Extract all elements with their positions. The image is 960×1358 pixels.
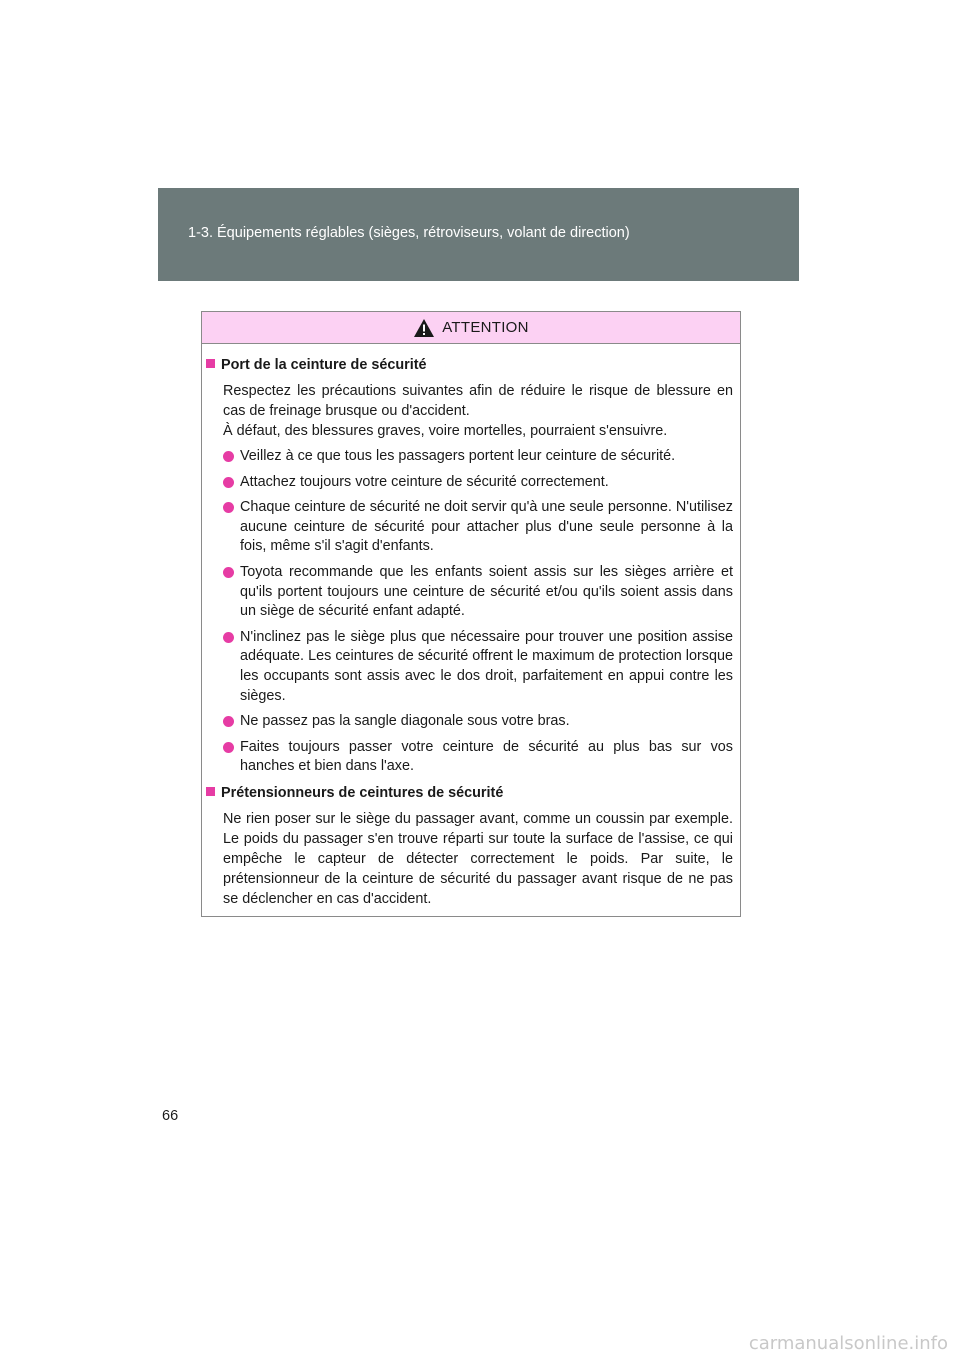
heading-text: Prétensionneurs de ceintures de sécurité: [221, 784, 504, 801]
precaution-list: [223, 447, 733, 777]
list-item: [223, 738, 733, 777]
section-title: 1-3. Équipements réglables (sièges, rétroviseurs, volant de direction): [188, 225, 630, 241]
page-number: 66: [162, 1108, 179, 1124]
list-item-text: Veillez à ce que tous les passagers portent leur ceinture de sécurité.: [240, 448, 676, 464]
dot-bullet-icon: [223, 632, 234, 643]
dot-bullet-icon: [223, 502, 234, 513]
list-item-text: Toyota recommande que les enfants soient assis sur les sièges arrière et qu'ils portent toujours une ceinture de sécurité et/ou qu'ils soient assis dans un siège de sécurité enfant adapté.: [240, 563, 733, 620]
dot-bullet-icon: [223, 451, 234, 462]
attention-box: [201, 311, 741, 917]
list-item-text: Attachez toujours votre ceinture de sécurité correctement.: [240, 473, 609, 490]
list-item: [223, 628, 733, 706]
list-item-text: N'inclinez pas le siège plus que nécessaire pour trouver une position assise adéquate. Les ceintures de sécurité offrent le maximum de protection lorsque les occupants sont assis avec le dos droit, parfaitement en appui contre les sièges.: [240, 628, 733, 704]
attention-header: [202, 312, 740, 344]
section-heading: [206, 783, 733, 803]
dot-bullet-icon: [223, 567, 234, 578]
heading-text: Port de la ceinture de sécurité: [221, 357, 427, 373]
section-header-band: [158, 188, 799, 281]
list-item-text: Ne passez pas la sangle diagonale sous votre bras.: [240, 713, 570, 730]
intro-line: À défaut, des blessures graves, voire mortelles, pourraient s'ensuivre.: [223, 423, 668, 439]
intro-paragraph: [223, 381, 733, 441]
body-paragraph: Ne rien poser sur le siège du passager avant, comme un coussin par exemple. Le poids du passager s'en trouve réparti sur toute la surface de l'assise, ce qui empêche le capteur de détecter correctement le poids. Par suite, le prétensionneur de la ceinture de sécurité du passager avant risque de ne pas se déclencher en cas d'accident.: [223, 810, 733, 907]
list-item-text: Chaque ceinture de sécurité ne doit servir qu'à une seule personne. N'utilisez aucune ceinture de sécurité pour attacher plus d'une seule personne à la fois, même s'il s'agit d'enfants.: [240, 499, 733, 555]
dot-bullet-icon: [223, 477, 234, 488]
attention-content: [202, 344, 740, 909]
square-bullet-icon: [206, 787, 215, 796]
attention-title: ATTENTION: [442, 319, 529, 336]
intro-line: Respectez les précautions suivantes afin de réduire le risque de blessure en cas de freinage brusque ou d'accident.: [223, 383, 733, 419]
list-item: [223, 563, 733, 622]
square-bullet-icon: [206, 359, 215, 368]
dot-bullet-icon: [223, 742, 234, 753]
list-item: [223, 473, 733, 493]
list-item: [223, 712, 733, 732]
section-heading: [206, 355, 733, 375]
list-item: [223, 498, 733, 557]
warning-triangle-icon: [413, 318, 435, 338]
list-item: [223, 447, 733, 467]
dot-bullet-icon: [223, 716, 234, 727]
list-item-text: Faites toujours passer votre ceinture de sécurité au plus bas sur vos hanches et bien dans l'axe.: [240, 738, 733, 775]
watermark: carmanualsonline.info: [748, 1333, 948, 1354]
